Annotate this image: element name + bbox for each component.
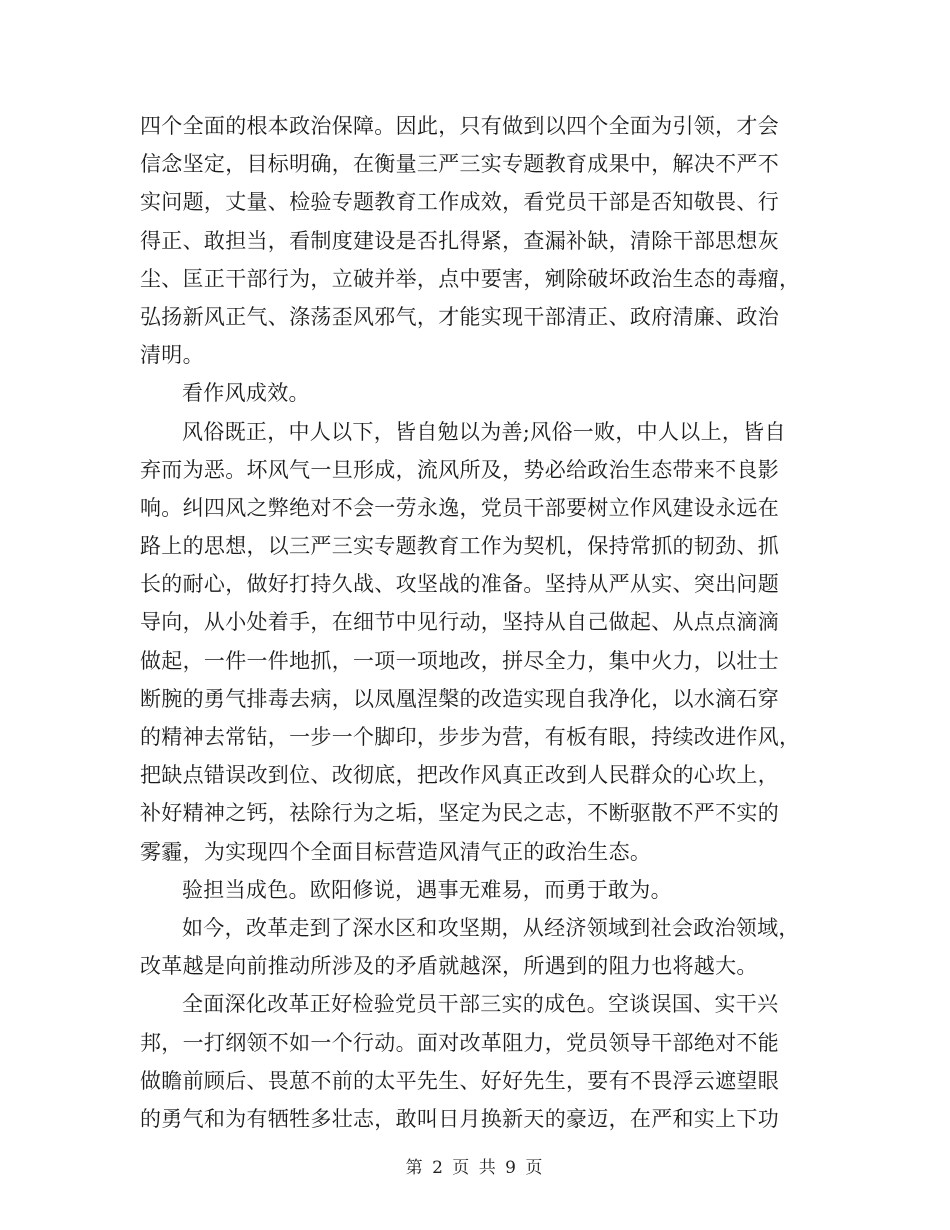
text-line-17: 的精神去常钻，一步一个脚印，步步为营，有板有眼，持续改进作风， [140, 725, 801, 749]
text-line-1: 四个全面的根本政治保障。因此，只有做到以四个全面为引领，才会 [140, 114, 779, 138]
text-line-16: 断腕的勇气排毒去病，以凤凰涅槃的改造实现自我净化，以水滴石穿 [140, 686, 779, 711]
text-line-7: 清明。 [140, 343, 204, 368]
section-heading-style: 看作风成效。 [182, 381, 310, 406]
text-line-14: 导向，从小处着手，在细节中见行动，坚持从自己做起、从点点滴滴 [140, 610, 779, 635]
section-heading-responsibility: 验担当成色。欧阳修说，遇事无难易，而勇于敢为。 [182, 877, 672, 902]
text-line-4: 得正、敢担当，看制度建设是否扎得紧，查漏补缺，清除干部思想灰 [140, 228, 779, 253]
text-line-27: 的勇气和为有牺牲多壮志，敢叫日月换新天的豪迈，在严和实上下功 [140, 1106, 779, 1131]
text-line-11: 响。纠四风之弊绝对不会一劳永逸，党员干部要树立作风建设永远在 [140, 495, 779, 520]
text-line-10: 弃而为恶。坏风气一旦形成，流风所及，势必给政治生态带来不良影 [140, 457, 779, 482]
text-line-19: 补好精神之钙，祛除行为之垢，坚定为民之志，不断驱散不严不实的 [140, 801, 779, 826]
text-line-3: 实问题，丈量、检验专题教育工作成效，看党员干部是否知敬畏、行 [140, 190, 779, 215]
text-line-12: 路上的思想，以三严三实专题教育工作为契机，保持常抓的韧劲、抓 [140, 534, 779, 559]
text-line-6: 弘扬新风正气、涤荡歪风邪气，才能实现干部清正、政府清廉、政治 [140, 304, 779, 329]
text-line-5: 尘、匡正干部行为，立破并举，点中要害，剜除破坏政治生态的毒瘤， [140, 266, 801, 291]
text-line-26: 做瞻前顾后、畏葸不前的太平先生、好好先生，要有不畏浮云遮望眼 [140, 1068, 779, 1093]
document-body [140, 107, 808, 1138]
text-line-18: 把缺点错误改到位、改彻底，把改作风真正改到人民群众的心坎上， [140, 763, 779, 788]
text-line-25: 邦，一打纲领不如一个行动。面对改革阻力，党员领导干部绝对不能 [140, 1030, 779, 1055]
text-line-2: 信念坚定，目标明确，在衡量三严三实专题教育成果中，解决不严不 [140, 152, 779, 177]
text-line-15: 做起，一件一件地抓，一项一项地改，拼尽全力，集中火力，以壮士 [140, 648, 779, 673]
text-line-9: 风俗既正，中人以下，皆自勉以为善;风俗一败，中人以上，皆自 [182, 419, 786, 444]
page-number-footer: 第 2 页 共 9 页 [405, 1158, 545, 1178]
text-line-20: 雾霾，为实现四个全面目标营造风清气正的政治生态。 [140, 839, 652, 864]
text-line-13: 长的耐心，做好打持久战、攻坚战的准备。坚持从严从实、突出问题 [140, 572, 779, 597]
text-line-22: 如今，改革走到了深水区和攻坚期，从经济领域到社会政治领域， [182, 915, 800, 940]
text-line-24: 全面深化改革正好检验党员干部三实的成色。空谈误国、实干兴 [182, 992, 779, 1017]
text-line-23: 改革越是向前推动所涉及的矛盾就越深，所遇到的阻力也将越大。 [140, 954, 758, 979]
